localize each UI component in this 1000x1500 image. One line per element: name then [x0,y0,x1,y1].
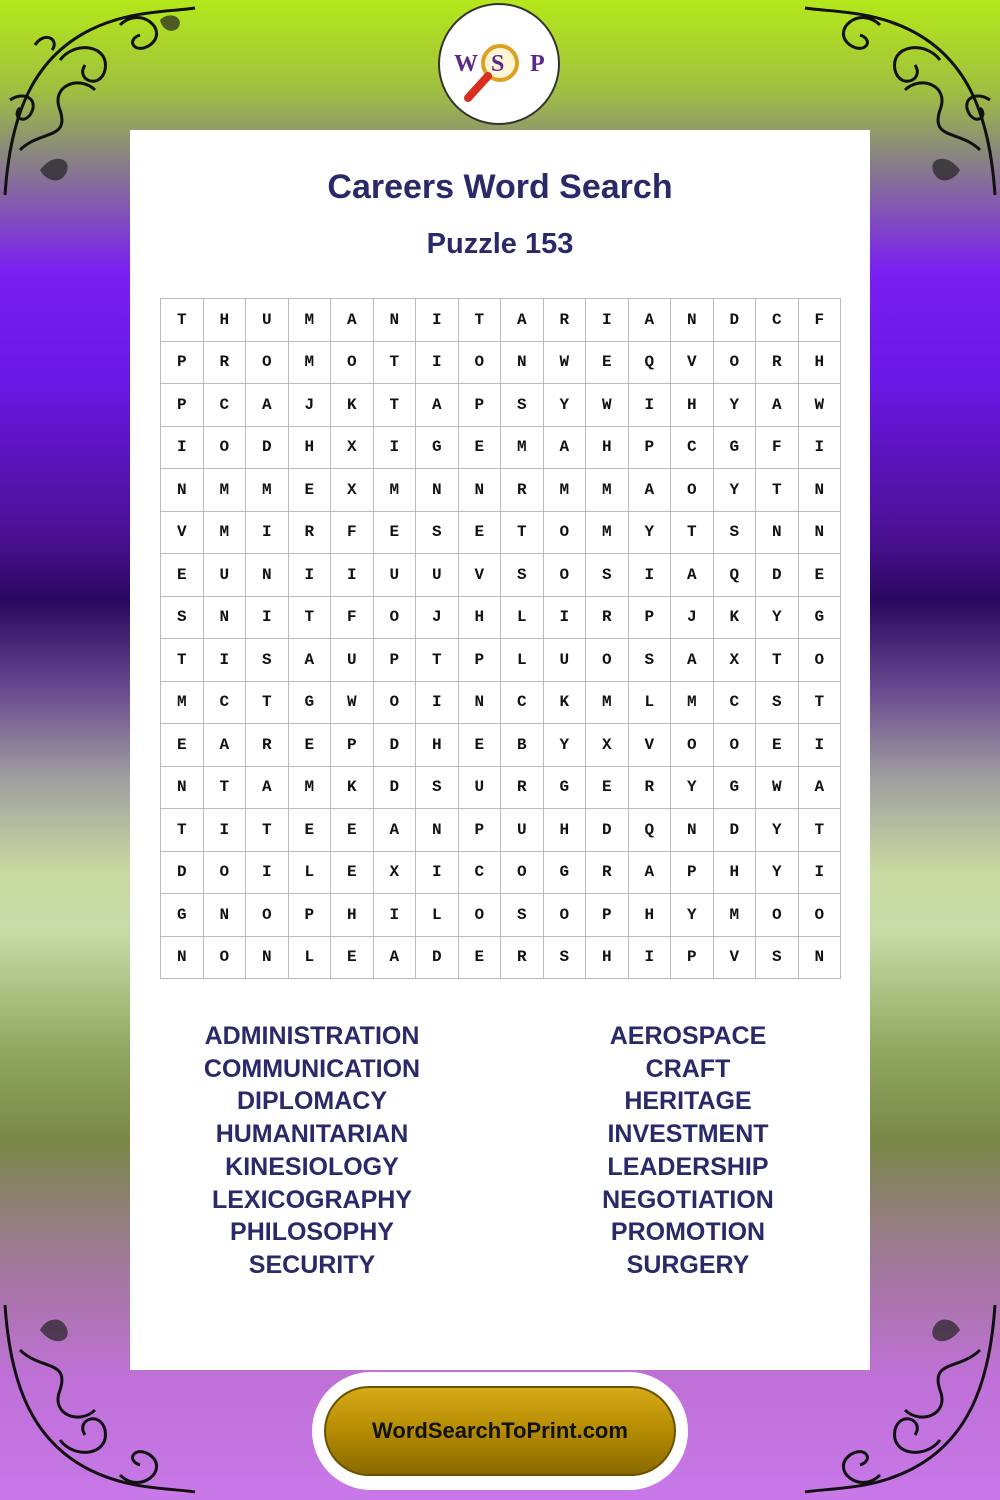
word-item: COMMUNICATION [203,1054,421,1083]
grid-cell[interactable]: N [161,469,204,512]
page-title: Careers Word Search [327,168,673,206]
grid-cell[interactable]: A [289,639,332,682]
grid-cell[interactable]: C [501,682,544,725]
grid-cell[interactable]: O [501,852,544,895]
grid-cell[interactable]: P [331,724,374,767]
grid-cell[interactable]: F [331,597,374,640]
grid-cell[interactable]: S [501,384,544,427]
grid-cell[interactable]: E [289,724,332,767]
grid-cell[interactable]: I [799,852,842,895]
grid-cell[interactable]: S [756,682,799,725]
grid-cell[interactable]: T [161,639,204,682]
grid-cell[interactable]: W [544,342,587,385]
grid-cell[interactable]: T [374,342,417,385]
puzzle-number: Puzzle 153 [426,228,574,260]
grid-cell[interactable]: E [586,342,629,385]
grid-cell[interactable]: N [671,809,714,852]
grid-cell[interactable]: N [374,299,417,342]
grid-cell[interactable]: A [799,767,842,810]
grid-cell[interactable]: M [289,342,332,385]
grid-cell[interactable]: I [289,554,332,597]
grid-cell[interactable]: G [714,767,757,810]
grid-cell[interactable]: D [161,852,204,895]
grid-cell[interactable]: V [671,342,714,385]
grid-cell[interactable]: M [289,299,332,342]
grid-cell[interactable]: R [629,767,672,810]
grid-cell[interactable]: Y [714,469,757,512]
grid-cell[interactable]: J [671,597,714,640]
grid-cell[interactable]: S [756,937,799,980]
grid-cell[interactable]: D [416,937,459,980]
grid-cell[interactable]: H [204,299,247,342]
grid-cell[interactable]: G [416,427,459,470]
grid-cell[interactable]: H [586,427,629,470]
grid-cell[interactable]: L [629,682,672,725]
word-item: SECURITY [248,1250,376,1279]
grid-cell[interactable]: P [629,427,672,470]
grid-cell[interactable]: M [714,894,757,937]
grid-cell[interactable]: P [289,894,332,937]
grid-cell[interactable]: T [161,299,204,342]
grid-cell[interactable]: X [714,639,757,682]
word-item: LEADERSHIP [607,1152,769,1181]
grid-cell[interactable]: K [544,682,587,725]
grid-cell[interactable]: O [756,894,799,937]
grid-cell[interactable]: Y [671,767,714,810]
grid-cell[interactable]: E [331,937,374,980]
grid-cell[interactable]: S [161,597,204,640]
grid-cell[interactable]: E [459,427,502,470]
grid-cell[interactable]: I [246,597,289,640]
grid-cell[interactable]: O [714,342,757,385]
grid-cell[interactable]: N [501,342,544,385]
grid-cell[interactable]: U [374,554,417,597]
grid-cell[interactable]: Y [544,724,587,767]
grid-cell[interactable]: G [544,767,587,810]
grid-cell[interactable]: A [544,427,587,470]
grid-cell[interactable]: U [246,299,289,342]
grid-cell[interactable]: A [204,724,247,767]
footer-badge [312,1372,688,1490]
grid-cell[interactable]: E [459,724,502,767]
grid-cell[interactable]: T [246,682,289,725]
grid-cell[interactable]: O [586,639,629,682]
grid-cell[interactable]: N [246,937,289,980]
grid-cell[interactable]: E [289,809,332,852]
grid-cell[interactable]: J [289,384,332,427]
grid-cell[interactable]: A [246,384,289,427]
grid-cell[interactable]: L [501,597,544,640]
grid-cell[interactable]: H [544,809,587,852]
grid-cell[interactable]: G [544,852,587,895]
grid-cell[interactable]: O [671,724,714,767]
grid-cell[interactable]: E [799,554,842,597]
word-item: PROMOTION [610,1218,766,1247]
grid-cell[interactable]: U [459,767,502,810]
grid-cell[interactable]: I [374,894,417,937]
grid-cell[interactable]: N [246,554,289,597]
grid-cell[interactable]: Y [671,894,714,937]
grid-cell[interactable]: D [374,767,417,810]
grid-cell[interactable]: T [374,384,417,427]
grid-cell[interactable]: X [331,469,374,512]
grid-cell[interactable]: A [374,809,417,852]
grid-cell[interactable]: P [459,384,502,427]
grid-cell[interactable]: O [246,342,289,385]
grid-cell[interactable]: A [416,384,459,427]
grid-cell[interactable]: X [374,852,417,895]
grid-cell[interactable]: Q [629,342,672,385]
grid-cell[interactable]: L [501,639,544,682]
grid-cell[interactable]: T [671,512,714,555]
grid-cell[interactable]: P [671,852,714,895]
grid-cell[interactable]: H [629,894,672,937]
grid-cell[interactable]: D [714,299,757,342]
grid-cell[interactable]: T [459,299,502,342]
grid-cell[interactable]: T [799,809,842,852]
word-item: CRAFT [645,1054,731,1083]
grid-cell[interactable]: W [331,682,374,725]
grid-cell[interactable]: R [586,852,629,895]
grid-cell[interactable]: D [374,724,417,767]
grid-cell[interactable]: H [289,427,332,470]
word-item: NEGOTIATION [602,1185,774,1214]
grid-cell[interactable]: I [629,937,672,980]
grid-cell[interactable]: E [161,554,204,597]
grid-cell[interactable]: I [204,809,247,852]
grid-cell[interactable]: P [161,384,204,427]
grid-cell[interactable]: T [799,682,842,725]
grid-cell[interactable]: I [629,384,672,427]
grid-cell[interactable]: O [374,682,417,725]
grid-cell[interactable]: R [756,342,799,385]
grid-cell[interactable]: K [714,597,757,640]
grid-cell[interactable]: M [289,767,332,810]
grid-cell[interactable]: O [799,894,842,937]
grid-cell[interactable]: V [161,512,204,555]
grid-cell[interactable]: I [416,682,459,725]
grid-cell[interactable]: T [246,809,289,852]
grid-cell[interactable]: A [756,384,799,427]
grid-cell[interactable]: P [161,342,204,385]
grid-cell[interactable]: N [161,937,204,980]
wsp-logo[interactable] [438,3,560,125]
grid-cell[interactable]: I [799,427,842,470]
grid-cell[interactable]: R [246,724,289,767]
grid-cell[interactable]: N [671,299,714,342]
grid-cell[interactable]: S [416,767,459,810]
grid-cell[interactable]: U [501,809,544,852]
grid-cell[interactable]: N [416,809,459,852]
grid-cell[interactable]: A [374,937,417,980]
grid-cell[interactable]: S [416,512,459,555]
grid-cell[interactable]: E [331,809,374,852]
grid-cell[interactable]: I [416,852,459,895]
grid-cell[interactable]: E [459,937,502,980]
grid-cell[interactable]: U [416,554,459,597]
word-list-right [538,1020,838,1282]
grid-cell[interactable]: P [629,597,672,640]
grid-cell[interactable]: K [331,384,374,427]
grid-cell[interactable]: H [331,894,374,937]
word-item: AEROSPACE [609,1022,767,1050]
letter-grid [160,298,841,979]
grid-cell[interactable]: N [204,894,247,937]
grid-cell[interactable]: O [204,427,247,470]
grid-cell[interactable]: S [714,512,757,555]
grid-cell[interactable]: K [331,767,374,810]
grid-cell[interactable]: I [204,639,247,682]
grid-cell[interactable]: U [331,639,374,682]
grid-cell[interactable]: N [161,767,204,810]
word-item: HERITAGE [624,1087,752,1116]
grid-cell[interactable]: A [629,469,672,512]
grid-cell[interactable]: R [586,597,629,640]
word-item: ADMINISTRATION [204,1022,420,1050]
grid-cell[interactable]: X [331,427,374,470]
grid-cell[interactable]: E [289,469,332,512]
grid-cell[interactable]: T [756,469,799,512]
grid-cell[interactable]: B [501,724,544,767]
grid-cell[interactable]: S [501,894,544,937]
grid-cell[interactable]: T [501,512,544,555]
grid-cell[interactable]: P [459,809,502,852]
grid-cell[interactable]: C [756,299,799,342]
grid-cell[interactable]: A [629,299,672,342]
grid-cell[interactable]: D [246,427,289,470]
puzzle-card [130,130,870,1370]
grid-cell[interactable]: S [246,639,289,682]
grid-cell[interactable]: A [671,554,714,597]
word-item: HUMANITARIAN [215,1120,409,1149]
grid-cell[interactable]: E [459,512,502,555]
grid-cell[interactable]: R [501,469,544,512]
grid-cell[interactable]: R [289,512,332,555]
grid-cell[interactable]: N [459,469,502,512]
grid-cell[interactable]: Q [629,809,672,852]
grid-cell[interactable]: N [799,937,842,980]
grid-cell[interactable]: P [671,937,714,980]
grid-cell[interactable]: M [501,427,544,470]
grid-cell[interactable]: E [161,724,204,767]
grid-cell[interactable]: U [544,639,587,682]
grid-cell[interactable]: E [586,767,629,810]
grid-cell[interactable]: M [204,469,247,512]
grid-cell[interactable]: O [459,894,502,937]
grid-cell[interactable]: P [459,639,502,682]
grid-cell[interactable]: N [799,512,842,555]
word-list-left [162,1020,462,1282]
grid-cell[interactable]: H [416,724,459,767]
grid-cell[interactable]: E [374,512,417,555]
grid-cell[interactable]: R [501,767,544,810]
grid-cell[interactable]: Y [714,384,757,427]
grid-cell[interactable]: M [586,469,629,512]
grid-cell[interactable]: W [799,384,842,427]
word-item: KINESIOLOGY [225,1152,399,1181]
grid-cell[interactable]: Y [544,384,587,427]
grid-cell[interactable]: Y [756,852,799,895]
grid-cell[interactable]: A [501,299,544,342]
grid-cell[interactable]: X [586,724,629,767]
grid-cell[interactable]: C [204,682,247,725]
logo-letter-w: W [454,51,478,77]
grid-cell[interactable]: O [331,342,374,385]
logo-letter-p: P [530,51,545,77]
grid-cell[interactable]: A [246,767,289,810]
word-item: DIPLOMACY [237,1087,387,1116]
grid-cell[interactable]: S [544,937,587,980]
grid-cell[interactable]: L [289,852,332,895]
grid-cell[interactable]: I [374,427,417,470]
grid-cell[interactable]: H [459,597,502,640]
grid-cell[interactable]: M [161,682,204,725]
grid-cell[interactable]: H [586,937,629,980]
grid-cell[interactable]: O [374,597,417,640]
grid-cell[interactable]: H [671,384,714,427]
grid-cell[interactable]: J [416,597,459,640]
grid-cell[interactable]: H [714,852,757,895]
grid-cell[interactable]: D [756,554,799,597]
grid-cell[interactable]: D [586,809,629,852]
grid-cell[interactable]: O [544,554,587,597]
grid-cell[interactable]: N [459,682,502,725]
grid-cell[interactable]: O [799,639,842,682]
grid-cell[interactable]: V [459,554,502,597]
grid-cell[interactable]: S [629,639,672,682]
grid-cell[interactable]: M [586,512,629,555]
grid-cell[interactable]: F [756,427,799,470]
grid-cell[interactable]: O [204,852,247,895]
grid-cell[interactable]: C [671,427,714,470]
grid-cell[interactable]: I [331,554,374,597]
grid-cell[interactable]: M [374,469,417,512]
grid-cell[interactable]: H [799,342,842,385]
grid-cell[interactable]: S [586,554,629,597]
grid-cell[interactable]: U [204,554,247,597]
grid-cell[interactable]: G [161,894,204,937]
grid-cell[interactable]: V [714,937,757,980]
grid-cell[interactable]: T [161,809,204,852]
grid-cell[interactable]: O [204,937,247,980]
grid-cell[interactable]: F [331,512,374,555]
grid-cell[interactable]: D [714,809,757,852]
grid-cell[interactable]: L [289,937,332,980]
grid-cell[interactable]: T [416,639,459,682]
grid-cell[interactable]: O [714,724,757,767]
grid-cell[interactable]: I [416,299,459,342]
grid-cell[interactable]: V [629,724,672,767]
grid-cell[interactable]: M [586,682,629,725]
grid-cell[interactable]: I [629,554,672,597]
grid-cell[interactable]: R [501,937,544,980]
grid-cell[interactable]: N [799,469,842,512]
grid-cell[interactable]: G [799,597,842,640]
grid-cell[interactable]: T [756,639,799,682]
grid-cell[interactable]: W [756,767,799,810]
grid-cell[interactable]: A [331,299,374,342]
grid-cell[interactable]: A [629,852,672,895]
grid-cell[interactable]: I [161,427,204,470]
grid-cell[interactable]: I [246,852,289,895]
grid-cell[interactable]: O [544,894,587,937]
grid-cell[interactable]: M [204,512,247,555]
grid-cell[interactable]: I [416,342,459,385]
grid-cell[interactable]: S [501,554,544,597]
grid-cell[interactable]: C [459,852,502,895]
word-item: LEXICOGRAPHY [211,1185,413,1214]
grid-cell[interactable]: F [799,299,842,342]
logo-letter-s: S [491,51,505,77]
grid-cell[interactable]: M [246,469,289,512]
grid-cell[interactable]: T [204,767,247,810]
grid-cell[interactable]: I [246,512,289,555]
grid-cell[interactable]: Y [629,512,672,555]
grid-cell[interactable]: M [671,682,714,725]
grid-cell[interactable]: O [544,512,587,555]
grid-cell[interactable]: I [544,597,587,640]
grid-cell[interactable]: T [289,597,332,640]
grid-cell[interactable]: E [756,724,799,767]
grid-cell[interactable]: W [586,384,629,427]
grid-cell[interactable]: C [714,682,757,725]
grid-cell[interactable]: L [416,894,459,937]
grid-cell[interactable]: R [544,299,587,342]
word-item: SURGERY [626,1250,750,1279]
grid-cell[interactable]: C [204,384,247,427]
grid-cell[interactable]: N [204,597,247,640]
grid-cell[interactable]: Y [756,597,799,640]
word-item: PHILOSOPHY [230,1218,394,1247]
grid-cell[interactable]: R [204,342,247,385]
site-link[interactable]: WordSearchToPrint.com [324,1386,676,1476]
grid-cell[interactable]: I [799,724,842,767]
grid-cell[interactable]: M [544,469,587,512]
grid-cell[interactable]: E [331,852,374,895]
grid-cell[interactable]: O [459,342,502,385]
grid-cell[interactable]: N [416,469,459,512]
grid-cell[interactable]: A [671,639,714,682]
grid-cell[interactable]: P [374,639,417,682]
grid-cell[interactable]: G [289,682,332,725]
grid-cell[interactable]: O [671,469,714,512]
grid-cell[interactable]: Q [714,554,757,597]
grid-cell[interactable]: P [586,894,629,937]
word-item: INVESTMENT [607,1120,769,1149]
grid-cell[interactable]: G [714,427,757,470]
grid-cell[interactable]: I [586,299,629,342]
grid-cell[interactable]: N [756,512,799,555]
grid-cell[interactable]: O [246,894,289,937]
grid-cell[interactable]: Y [756,809,799,852]
